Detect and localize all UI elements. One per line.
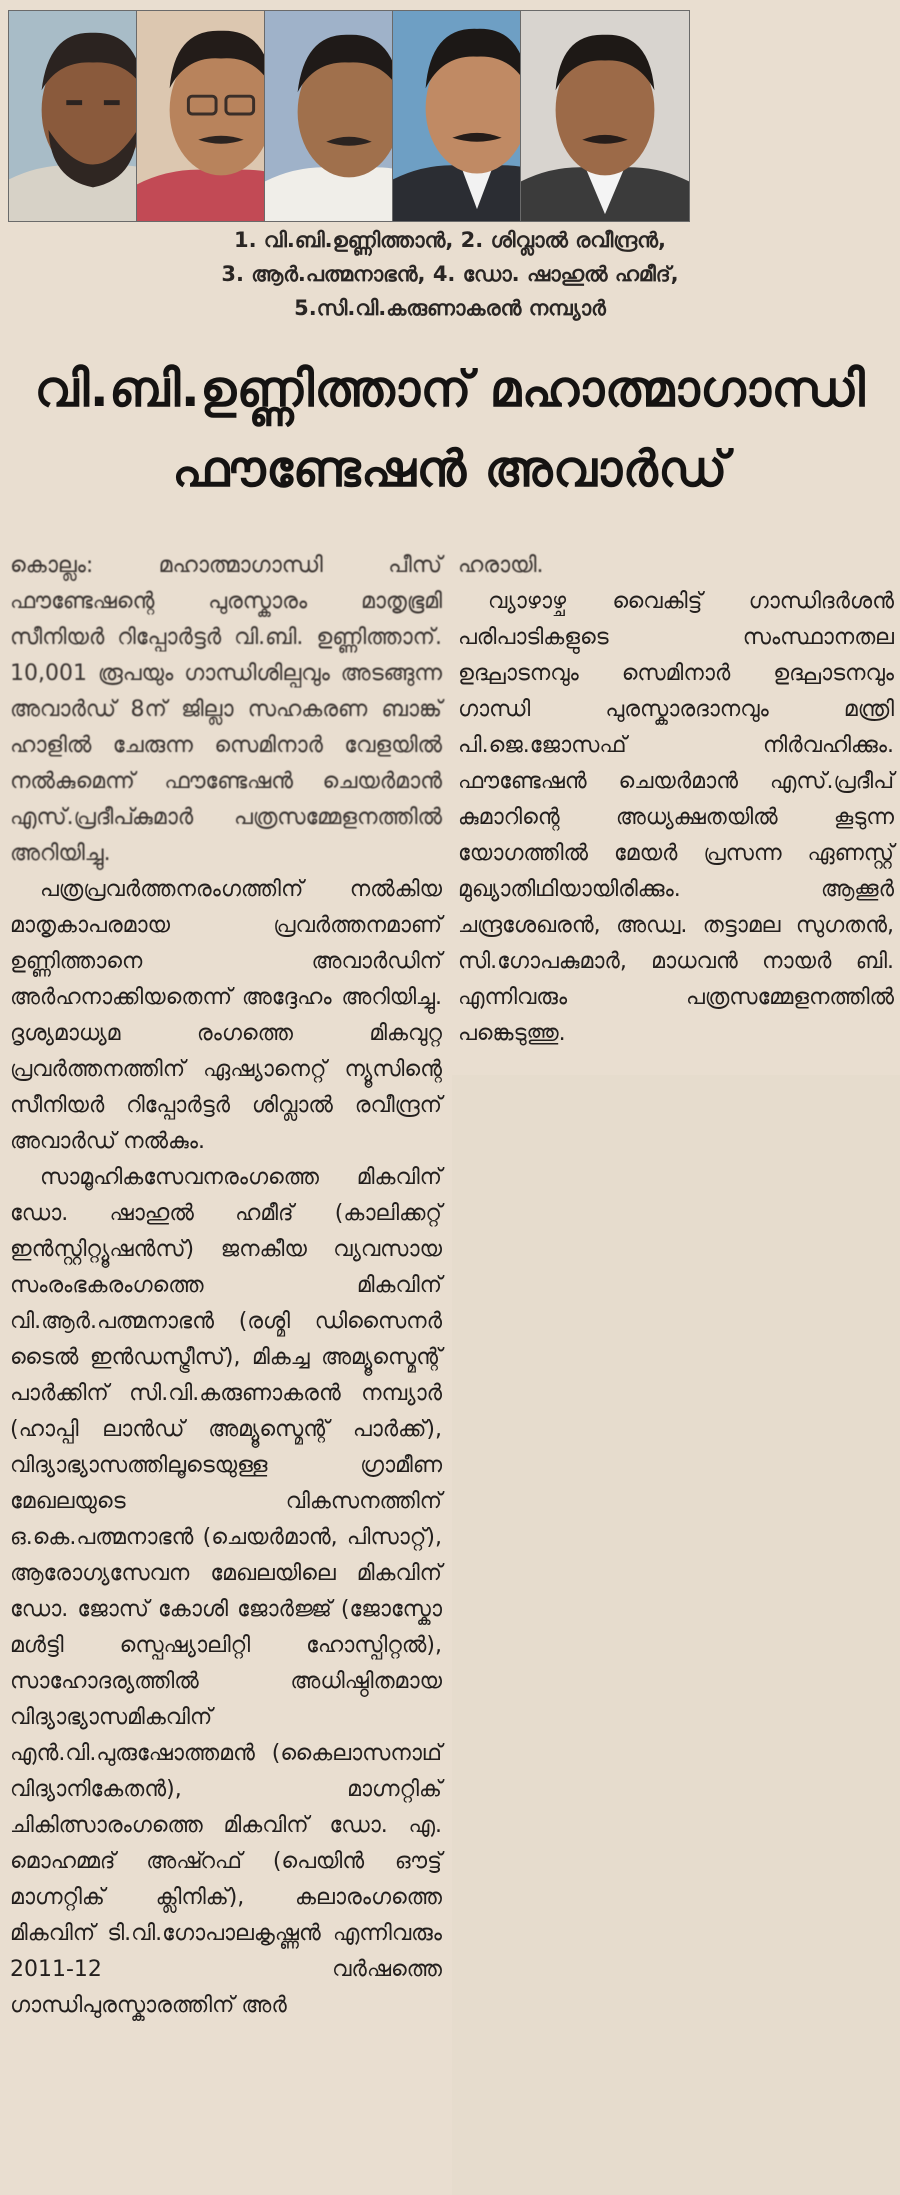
headline-line-2: ഫൗണ്ടേഷൻ അവാർഡ് (172, 440, 728, 498)
headline-line-1: വി.ബി.ഉണ്ണിത്താന് മഹാത്മാഗാന്ധി (34, 360, 866, 418)
article-paragraph: സാമൂഹികസേവനരംഗത്തെ മികവിന് ഡോ. ഷാഹുൽ ഹമീദ് (കാലിക്കറ്റ് ഇൻസ്റ്റിറ്റ്യൂഷൻസ്) ജനകീയ വ്യവസായ സംരംഭകരംഗത്തെ മികവിന് വി.ആർ.പത്മനാഭൻ (രശ്മി ഡിസൈനർ ടൈൽ ഇൻഡസ്ട്രീസ്), മികച്ച അമ്യൂസ്മെന്റ് പാർക്കിന് സി.വി.കരുണാകരൻ നമ്പ്യാർ (ഹാപ്പി ലാൻഡ് അമ്യൂസ്മെന്റ് പാർക്ക്), വിദ്യാഭ്യാസത്തിലൂടെയുള്ള ഗ്രാമീണ മേഖലയുടെ വികസനത്തിന് ഒ.കെ.പത്മനാഭൻ (ചെയർമാൻ, പിസാറ്റ്), ആരോഗ്യസേവന മേഖലയിലെ മികവിന് ഡോ. ജോസ് കോശി ജോർജ്ജ് (ജോസ്കോ മൾട്ടി സ്പെഷ്യാലിറ്റി ഹോസ്പിറ്റൽ), സാഹോദര്യത്തിൽ അധിഷ്ഠിതമായ വിദ്യാഭ്യാസമികവിന് എൻ.വി.പുരുഷോത്തമൻ (കൈലാസനാഥ് വിദ്യാനികേതൻ), മാഗ്നറ്റിക് ചികിത്സാരംഗത്തെ മികവിന് ഡോ. എ. മൊഹമ്മദ് അഷ്റഫ് (പെയിൻ ഔട്ട് മാഗ്നറ്റിക് ക്ലിനിക്), കലാരംഗത്തെ മികവിന് ടി.വി.ഗോപാലകൃഷ്ണൻ എന്നിവരും 2011-12 വർഷത്തെ ഗാന്ധിപുരസ്കാരത്തിന് അർ (10, 1165, 442, 2018)
article-column-right (458, 548, 894, 1052)
photo-caption-line-3: 5.സി.വി.കരുണാകരൻ നമ്പ്യാർ (294, 296, 606, 320)
article-paragraph: ഹരായി. (458, 553, 544, 578)
photo-caption-line-2: 3. ആർ.പത്മനാഭൻ, 4. ഡോ. ഷാഹുൽ ഹമീദ്, (221, 262, 679, 286)
article-paragraph: വ്യാഴാഴ്ച വൈകിട്ട് ഗാന്ധിദർശൻ പരിപാടികളുടെ സംസ്ഥാനതല ഉദ്ഘാടനവും സെമിനാർ ഉദ്ഘാടനവും ഗാന്ധി പുരസ്കാരദാനവും മന്ത്രി പി.ജെ.ജോസഫ് നിർവഹിക്കും. ഫൗണ്ടേഷൻ ചെയർമാൻ എസ്.പ്രദീപ് കുമാറിന്റെ അധ്യക്ഷതയിൽ കൂടുന്ന യോഗത്തിൽ മേയർ പ്രസന്ന ഏണസ്റ്റ് മുഖ്യാതിഥിയായിരിക്കും. ആക്കൂർ ചന്ദ്രശേഖരൻ, അഡ്വ. തട്ടാമല സുഗതൻ, സി.ഗോപകുമാർ, മാധവൻ നായർ ബി. എന്നിവരും പത്രസമ്മേളനത്തിൽ പങ്കെടുത്തു. (458, 589, 894, 1046)
portrait-row (8, 10, 892, 222)
article-paragraph: പത്രപ്രവർത്തനരംഗത്തിന് നൽകിയ മാതൃകാപരമായ പ്രവർത്തനമാണ് ഉണ്ണിത്താനെ അവാർഡിന് അർഹനാക്കിയതെന്ന് അദ്ദേഹം അറിയിച്ചു. ദൃശ്യമാധ്യമ രംഗത്തെ മികവുറ്റ പ്രവർത്തനത്തിന് ഏഷ്യാനെറ്റ് ന്യൂസിന്റെ സീനിയർ റിപ്പോർട്ടർ ശിവ്ലാൽ രവീന്ദ്രന് അവാർഡ് നൽകും. (10, 877, 442, 1154)
blank-paper-area (452, 1075, 900, 2195)
photo-caption-line-1: 1. വി.ബി.ഉണ്ണിത്താൻ, 2. ശിവ്ലാൽ രവീന്ദ്രൻ, (233, 228, 667, 252)
portrait-photo-5 (520, 10, 690, 222)
article-column-left (10, 548, 442, 2024)
article-paragraph: കൊല്ലം: മഹാത്മാഗാന്ധി പീസ് ഫൗണ്ടേഷന്റെ പുരസ്കാരം മാതൃഭൂമി സീനിയർ റിപ്പോർട്ടർ വി.ബി. ഉണ്ണിത്താന്. 10,001 രൂപയും ഗാന്ധിശില്പവും അടങ്ങുന്ന അവാർഡ് 8ന് ജില്ലാ സഹകരണ ബാങ്ക് ഹാളിൽ ചേരുന്ന സെമിനാർ വേളയിൽ നൽകുമെന്ന് ഫൗണ്ടേഷൻ ചെയർമാൻ എസ്.പ്രദീപ്കുമാർ പത്രസമ്മേളനത്തിൽ അറിയിച്ചു. (10, 553, 442, 866)
